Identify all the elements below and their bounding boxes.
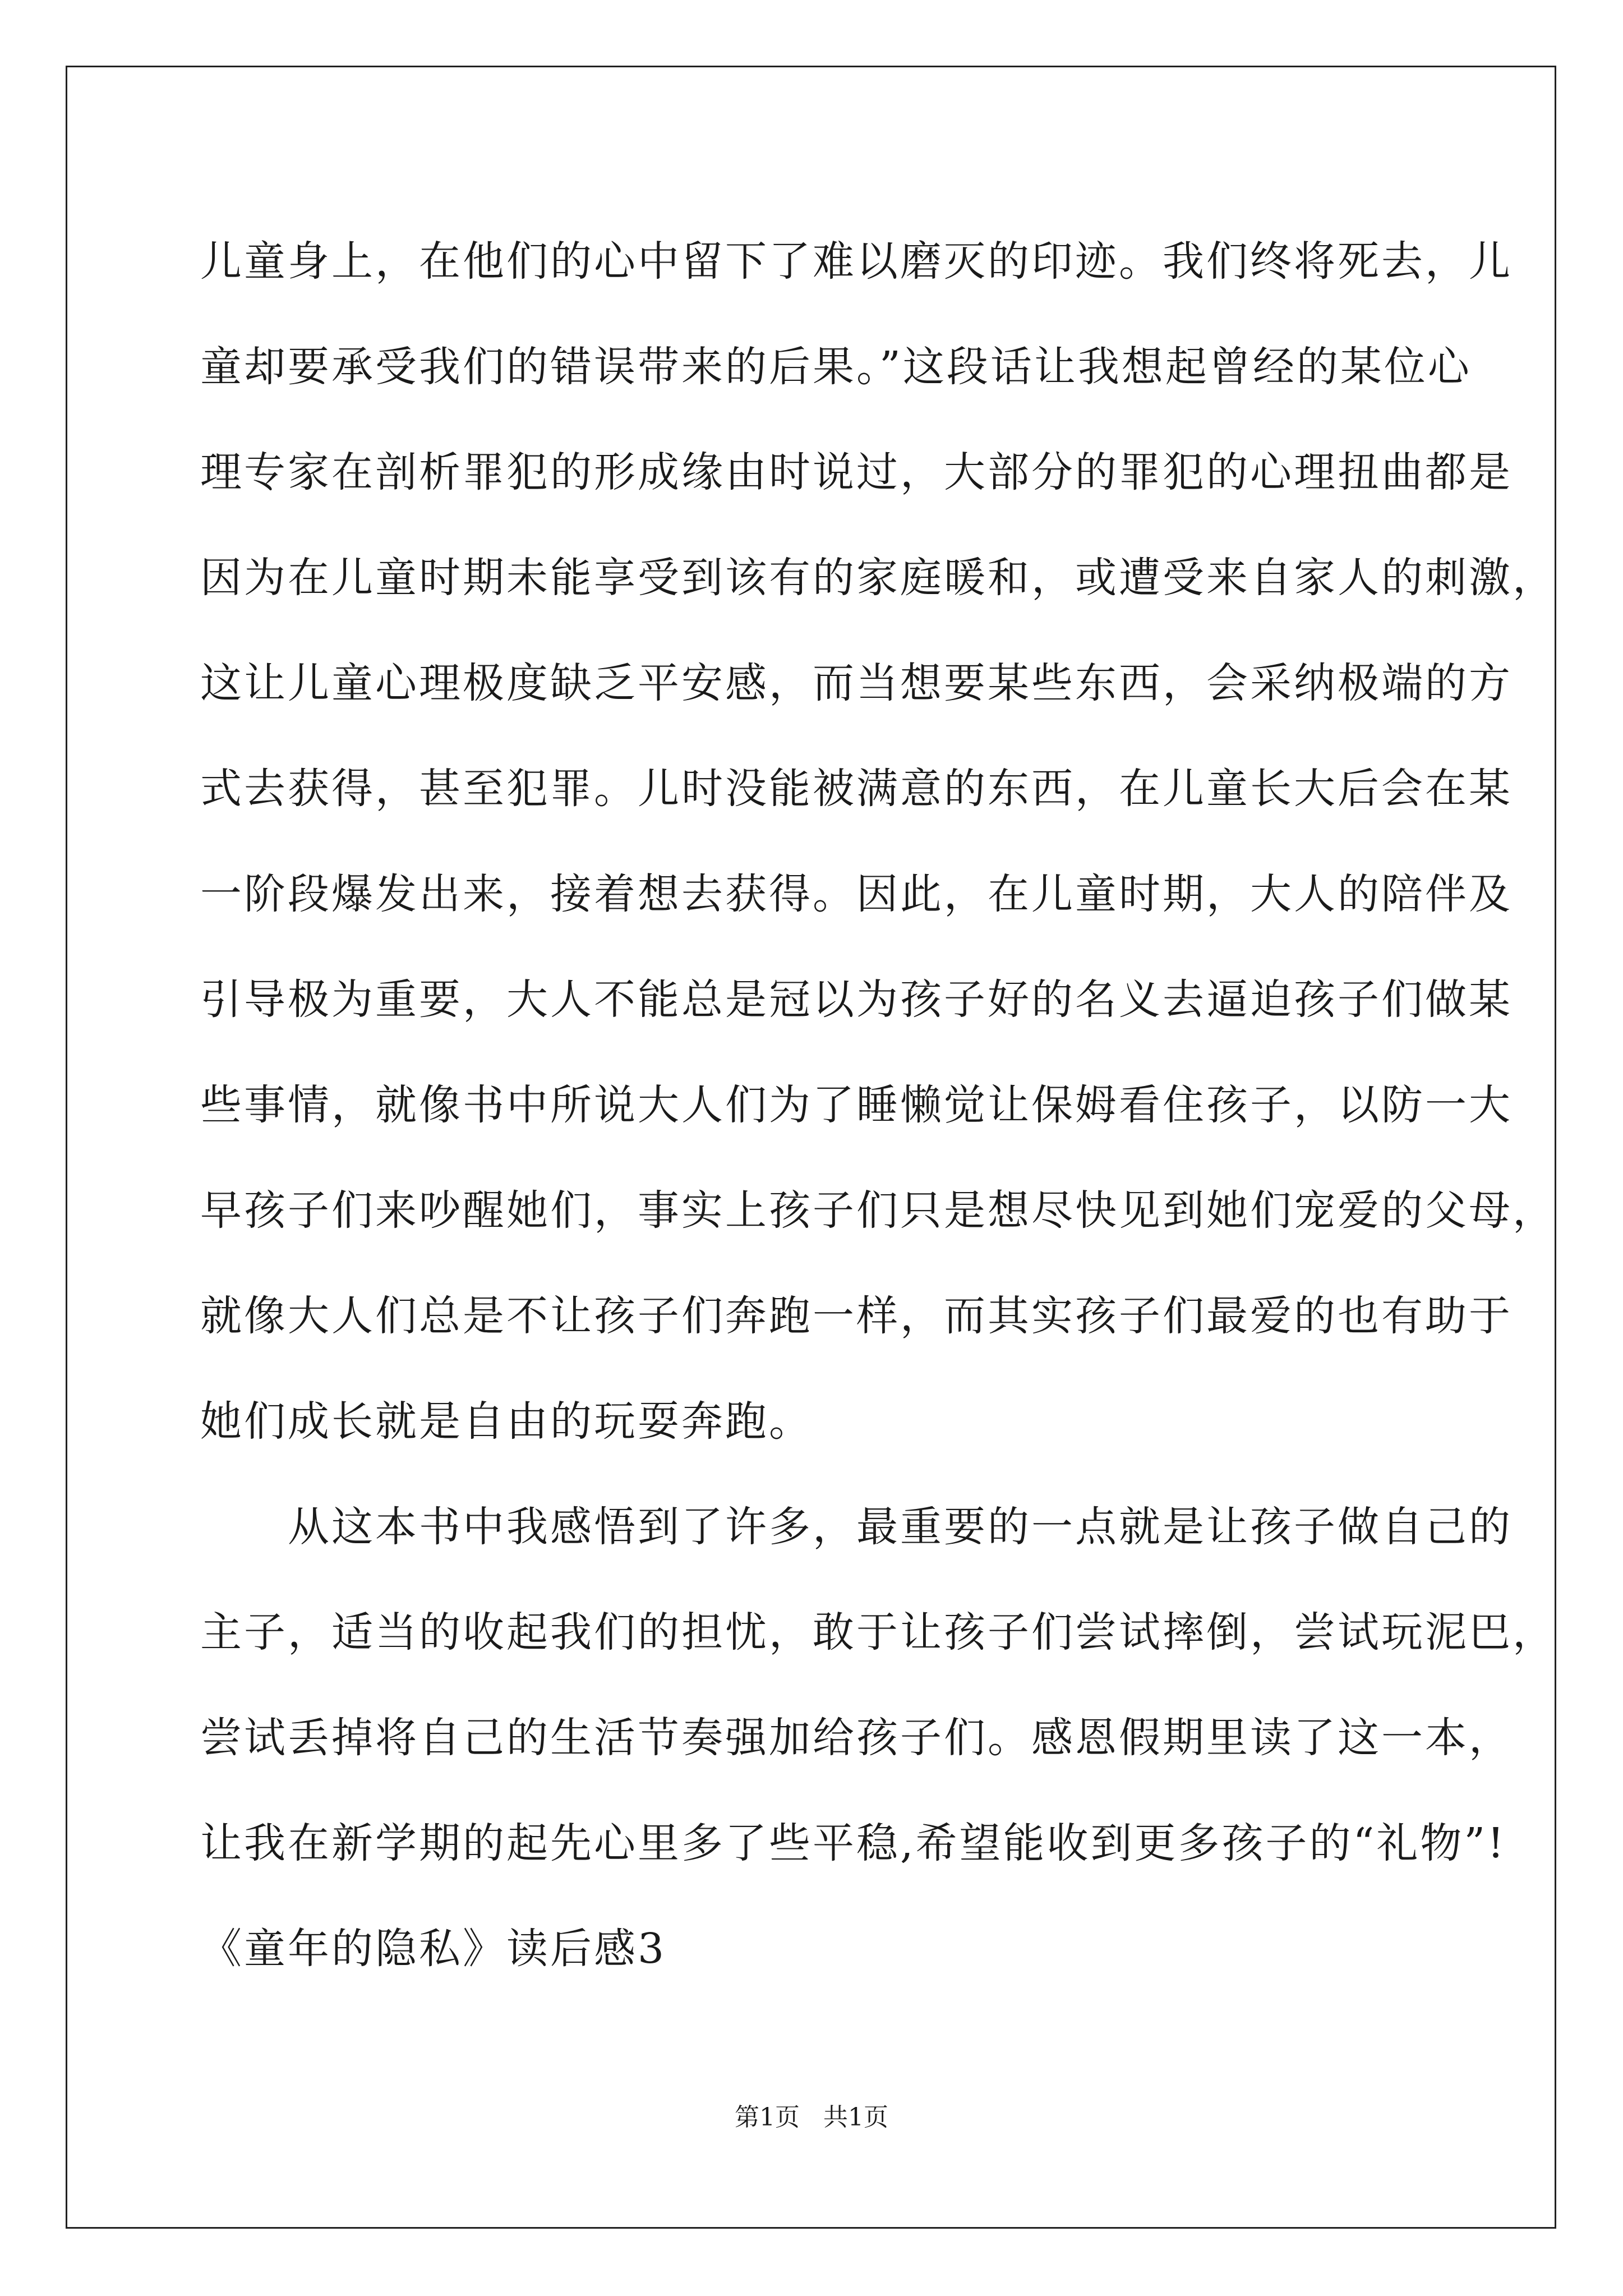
text-line: 一阶段爆发出来，接着想去获得。因此，在儿童时期，大人的陪伴及	[200, 870, 1513, 918]
page-number-current: 第1页	[735, 2103, 800, 2132]
text-line: 早孩子们来吵醒她们，事实上孩子们只是想尽快见到她们宠爱的父母，	[200, 1186, 1556, 1235]
section-heading: 《童年的隐私》读后感3	[200, 1925, 667, 1973]
text-line: 引导极为重要，大人不能总是冠以为孩子好的名义去逼迫孩子们做某	[200, 976, 1513, 1024]
text-line: 些事情，就像书中所说大人们为了睡懒觉让保姆看住孩子，以防一大	[200, 1081, 1513, 1129]
text-line: 就像大人们总是不让孩子们奔跑一样，而其实孩子们最爱的也有助于	[200, 1292, 1513, 1340]
text-line: 让我在新学期的起先心里多了些平稳,希望能收到更多孩子的“礼物”!	[200, 1819, 1506, 1867]
text-line: 理专家在剖析罪犯的形成缘由时说过，大部分的罪犯的心理扭曲都是	[200, 448, 1513, 496]
text-line: 儿童身上，在他们的心中留下了难以磨灭的印迹。我们终将死去，儿	[200, 237, 1513, 286]
text-line: 主子，适当的收起我们的担忧，敢于让孩子们尝试摔倒，尝试玩泥巴，	[200, 1608, 1556, 1657]
text-line: 因为在儿童时期未能享受到该有的家庭暖和，或遭受来自家人的刺激，	[200, 554, 1556, 602]
document-body	[200, 209, 1556, 2001]
page-number-total: 共1页	[823, 2103, 888, 2132]
paragraph-start-line: 从这本书中我感悟到了许多，最重要的一点就是让孩子做自己的	[200, 1503, 1513, 1551]
text-line: 童却要承受我们的错误带来的后果。”这段话让我想起曾经的某位心	[200, 343, 1472, 391]
text-line: 尝试丢掉将自己的生活节奏强加给孩子们。感恩假期里读了这一本，	[200, 1714, 1513, 1762]
text-line: 她们成长就是自由的玩耍奔跑。	[200, 1397, 813, 1446]
text-line: 这让儿童心理极度缺乏平安感，而当想要某些东西，会采纳极端的方	[200, 659, 1513, 707]
page-footer	[0, 2101, 1623, 2134]
text-line: 式去获得，甚至犯罪。儿时没能被满意的东西，在儿童长大后会在某	[200, 765, 1513, 813]
